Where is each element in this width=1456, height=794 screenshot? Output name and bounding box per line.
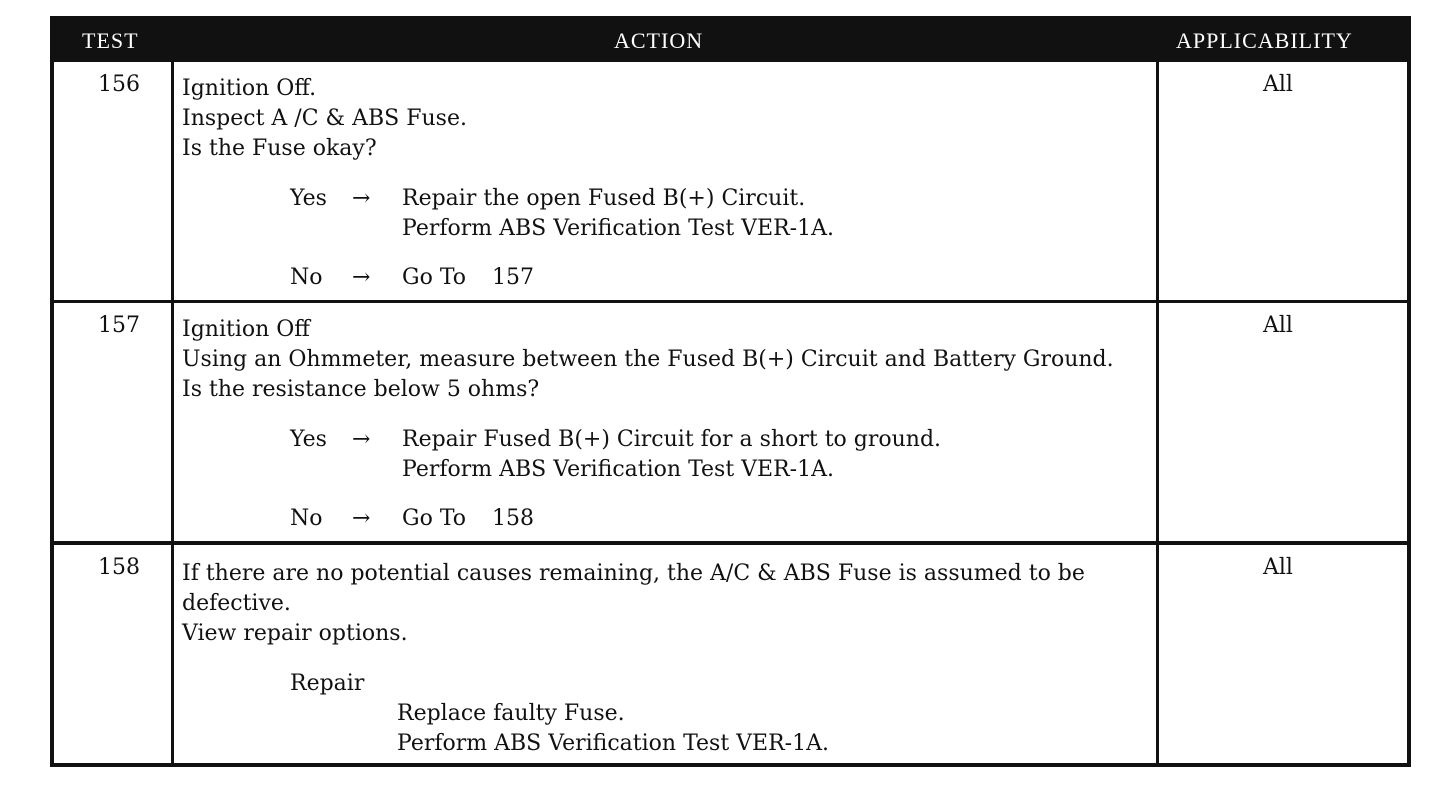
test-number: 158 (98, 555, 140, 580)
action-line: If there are no potential causes remaining, the A/C & ABS Fuse is assumed to be (182, 561, 1085, 586)
yes-action: Repair the open Fused B(+) Circuit. (402, 186, 806, 211)
table-row (54, 303, 1407, 541)
yes-response-cont (182, 455, 1157, 485)
action-line: Ignition Off. (182, 76, 317, 101)
header-applicability: APPLICABILITY (1176, 28, 1353, 53)
applicability-cell: All (1263, 555, 1293, 580)
table-header (54, 20, 1407, 62)
table-row (54, 62, 1407, 300)
yes-label: Yes (290, 186, 327, 211)
go-to-target: 158 (492, 506, 535, 531)
yes-response-cont (182, 214, 1157, 244)
no-response (182, 504, 1157, 534)
arrow-icon: → (352, 506, 371, 531)
action-cell (182, 315, 1157, 534)
go-to-label: Go To (402, 506, 467, 531)
yes-action: Repair Fused B(+) Circuit for a short to ground. (402, 427, 942, 452)
arrow-icon: → (352, 265, 371, 290)
yes-label: Yes (290, 427, 327, 452)
arrow-icon: → (352, 427, 371, 452)
action-cell (182, 559, 1157, 759)
action-line: Inspect A /C & ABS Fuse. (182, 106, 467, 131)
header-test: TEST (82, 28, 139, 53)
action-line: defective. (182, 591, 291, 616)
yes-response (182, 425, 1157, 455)
no-label: No (290, 506, 323, 531)
action-line: Ignition Off (182, 317, 310, 342)
test-number: 157 (98, 313, 140, 338)
yes-response (182, 184, 1157, 214)
applicability-cell: All (1263, 72, 1293, 97)
header-action: ACTION (614, 28, 704, 53)
no-label: No (290, 265, 323, 290)
repair-step: Replace faulty Fuse. (397, 701, 625, 726)
no-response (182, 263, 1157, 293)
action-line: Using an Ohmmeter, measure between the Fused B(+) Circuit and Battery Ground. (182, 347, 1114, 372)
yes-action: Perform ABS Verification Test VER-1A. (402, 216, 834, 241)
table-row (54, 545, 1407, 767)
yes-action: Perform ABS Verification Test VER-1A. (402, 457, 834, 482)
repair-step: Perform ABS Verification Test VER-1A. (397, 731, 829, 756)
applicability-cell: All (1263, 313, 1293, 338)
action-cell (182, 74, 1157, 293)
repair-label: Repair (290, 671, 365, 696)
action-line: Is the Fuse okay? (182, 136, 377, 161)
action-line: View repair options. (182, 621, 408, 646)
go-to-label: Go To (402, 265, 467, 290)
action-line: Is the resistance below 5 ohms? (182, 377, 540, 402)
test-number: 156 (98, 72, 140, 97)
diagnostic-table (50, 16, 1411, 767)
arrow-icon: → (352, 186, 371, 211)
go-to-target: 157 (492, 265, 535, 290)
repair-options (182, 669, 1157, 699)
